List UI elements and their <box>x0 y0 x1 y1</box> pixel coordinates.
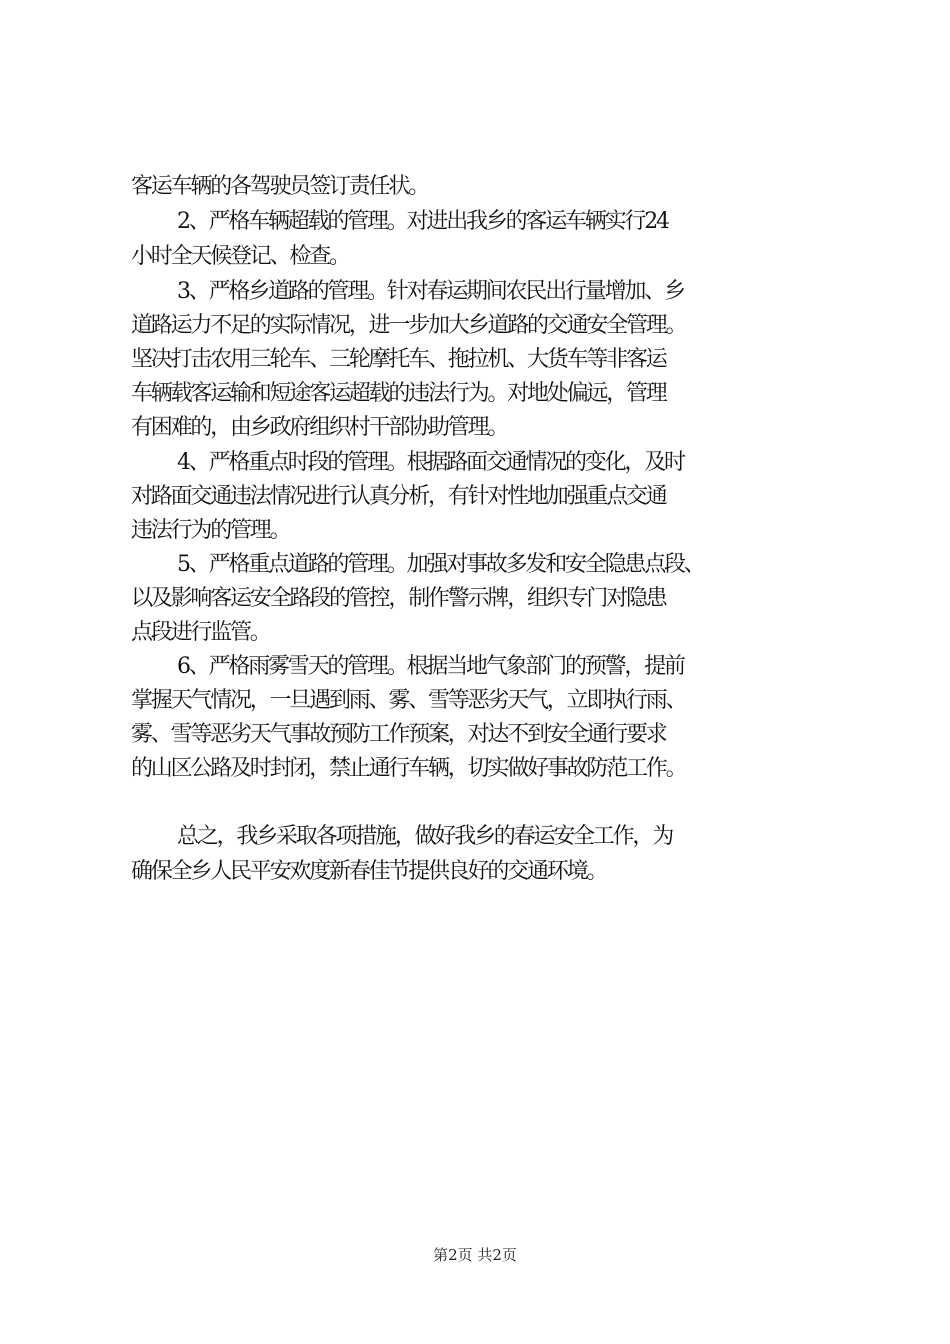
body-line-11: 违法行为的管理。 <box>131 518 290 543</box>
body-line-15: 6、严格雨雾雪天的管理。根据当地气象部门的预警，提前 <box>177 654 684 679</box>
body-line-6: 坚决打击农用三轮车、三轮摩托车、拖拉机、大货车等非客运 <box>131 347 666 372</box>
page-footer: 第2页 共2页 <box>433 1246 517 1264</box>
body-line-12: 5、严格重点道路的管理。加强对事故多发和安全隐患点段、 <box>177 552 704 577</box>
body-line-7: 车辆载客运输和短途客运超载的违法行为。对地处偏远，管理 <box>131 381 666 406</box>
conclusion-line-2: 确保全乡人民平安欢度新春佳节提供良好的交通环境。 <box>131 859 607 884</box>
body-line-5: 道路运力不足的实际情况，进一步加大乡道路的交通安全管理。 <box>131 313 686 338</box>
body-line-9: 4、严格重点时段的管理。根据路面交通情况的变化，及时 <box>177 450 684 475</box>
body-line-8: 有困难的，由乡政府组织村干部协助管理。 <box>131 415 508 440</box>
conclusion-line-1: 总之，我乡采取各项措施，做好我乡的春运安全工作，为 <box>177 824 673 849</box>
body-line-10: 对路面交通违法情况进行认真分析，有针对性地加强重点交通 <box>131 484 666 509</box>
body-line-18: 的山区公路及时封闭，禁止通行车辆，切实做好事故防范工作。 <box>131 756 686 781</box>
body-line-4: 3、严格乡道路的管理。针对春运期间农民出行量增加、乡 <box>177 279 684 304</box>
body-line-14: 点段进行监管。 <box>131 620 270 645</box>
body-line-13: 以及影响客运安全路段的管控，制作警示牌，组织专门对隐患 <box>131 586 666 611</box>
body-line-3: 小时全天候登记、检查。 <box>131 244 349 269</box>
body-line-2: 2、严格车辆超载的管理。对进出我乡的客运车辆实行24 <box>177 209 668 234</box>
body-line-17: 雾、雪等恶劣天气事故预防工作预案，对达不到安全通行要求 <box>131 722 666 747</box>
body-line-1: 客运车辆的各驾驶员签订责任状。 <box>131 174 429 199</box>
body-line-16: 掌握天气情况，一旦遇到雨、雾、雪等恶劣天气，立即执行雨、 <box>131 688 686 713</box>
